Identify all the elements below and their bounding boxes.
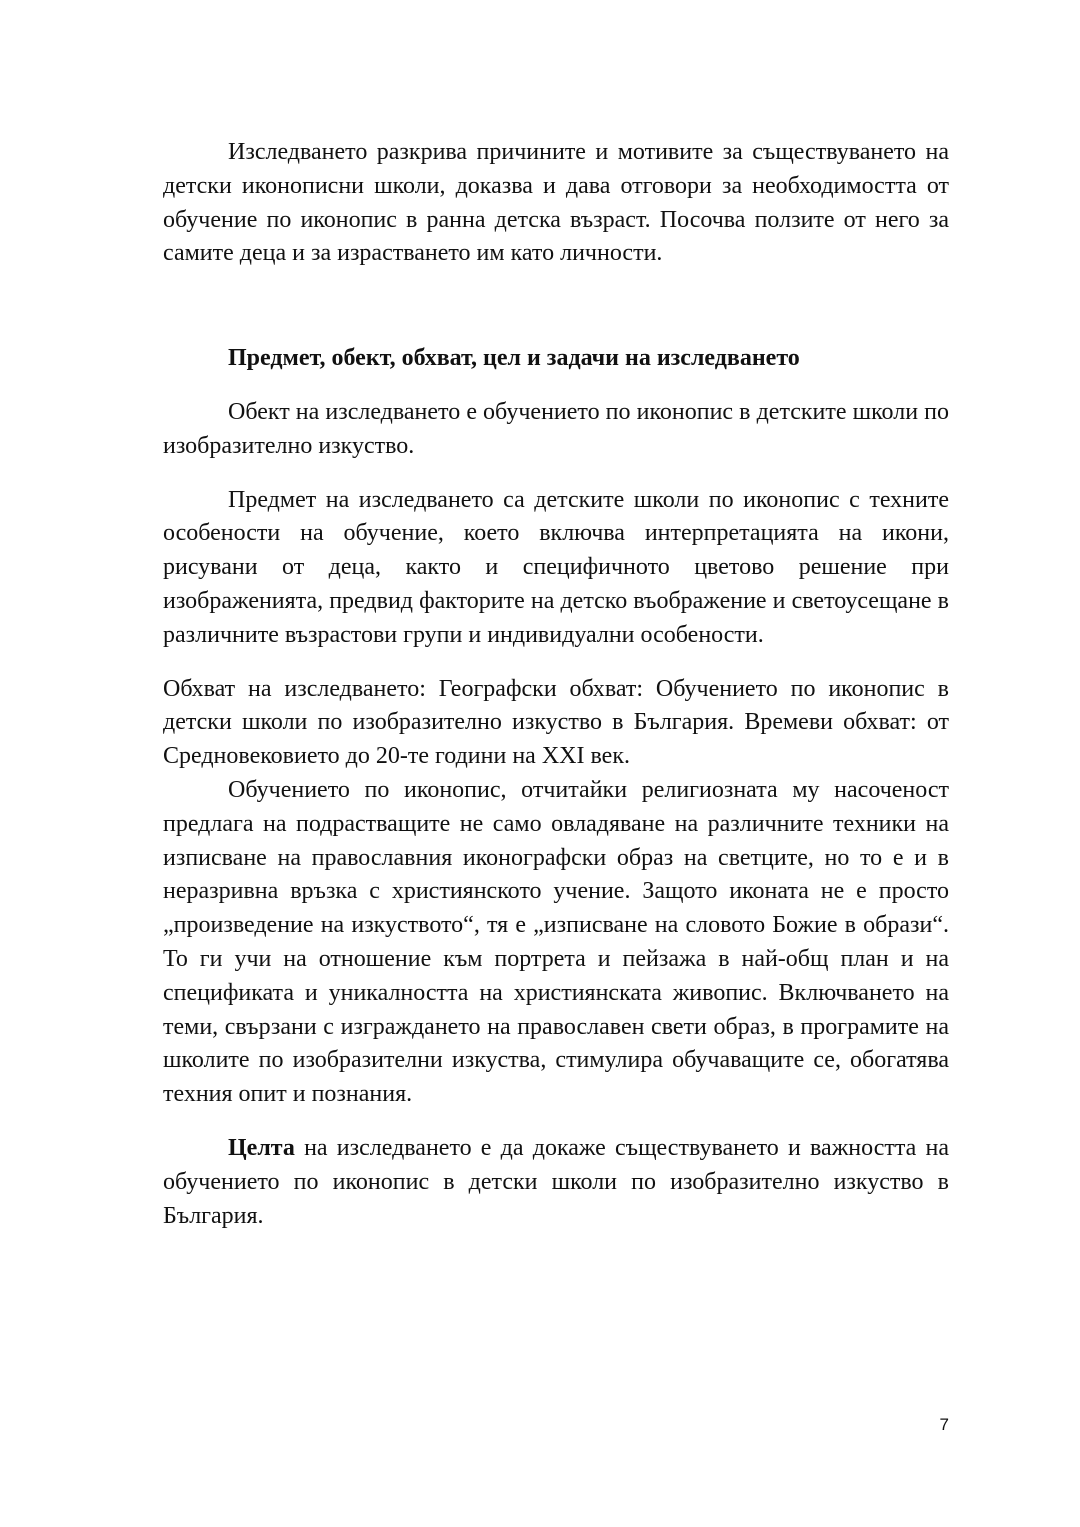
subject-paragraph: Предмет на изследването са детските школи по иконопис с техните особености на обучение, което включва интерпретацията на икони, рисувани от деца, както и специфичното цветово решение при изображенията, предвид факторите на детско въображение и светоусещане в различните възрастови групи и индивидуални особености. (163, 486, 949, 648)
goal-text: на изследването е да докаже съществуването и важността на обучението по иконопис в детски школи по изобразително изкуство в България. (163, 1134, 949, 1229)
section-heading: Предмет, обект, обхват, цел и задачи на изследването (228, 345, 800, 372)
scope-paragraph: Обхват на изследването: Географски обхват: Обучението по иконопис в детски школи по изобразително изкуство в България. Времеви обхват: от Средновековието до 20-те години на XXI век. (163, 675, 949, 770)
training-paragraph: Обучението по иконопис, отчитайки религиозната му насоченост предлага на подрастващите не само овладяване на различните техники на изписване на православния иконографски образ на светците, но то е и в неразривна връзка с християнското учение. Защото иконата не е просто „произведение на изкуството“, тя е „изписване на словото Божие в образи“. То ги учи на отношение към портрета и пейзажа в най-общ план и на спецификата и уникалността на християнската живопис. Включването на теми, свързани с изграждането на православен свети образ, в програмите на школите по изобразителни изкуства, стимулира обучаващите се, обогатява техния опит и познания. (163, 776, 949, 1108)
object-paragraph: Обект на изследването е обучението по иконопис в детските школи по изобразително изкуство. (163, 398, 949, 459)
goal-label: Целта (228, 1134, 295, 1161)
goal-paragraph (163, 1132, 949, 1233)
page-number: 7 (939, 1415, 949, 1434)
page-body (163, 136, 949, 1233)
intro-paragraph: Изследването разкрива причините и мотивите за съществуването на детски иконописни школи, доказва и дава отговори за необходимостта от обучение по иконопис в ранна детска възраст. Посочва ползите от него за самите деца и за израстването им като личности. (163, 139, 949, 267)
